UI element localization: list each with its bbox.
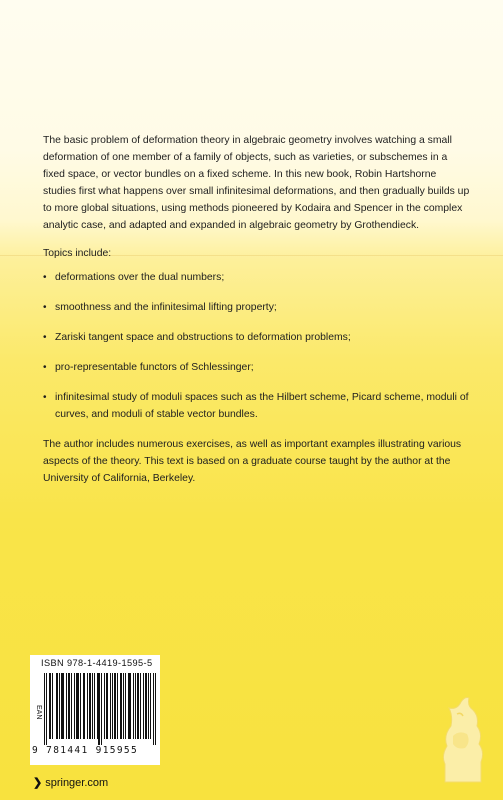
- barcode-bar: [66, 673, 67, 739]
- barcode-bar: [76, 673, 77, 739]
- website-link[interactable]: springer.com: [45, 776, 109, 789]
- barcode-bar: [77, 673, 78, 739]
- barcode-bar: [137, 673, 138, 739]
- barcode-bar: [92, 673, 93, 739]
- barcode-bar: [143, 673, 144, 739]
- bullet-icon: •: [43, 362, 47, 373]
- chevron-right-icon: ❯: [33, 777, 43, 789]
- barcode-bar: [56, 673, 57, 739]
- barcode-bar: [71, 673, 72, 739]
- barcode-bar: [106, 673, 107, 739]
- barcode-bar: [115, 673, 116, 739]
- topic-text: deformations over the dual numbers;: [55, 272, 225, 283]
- barcode-bar: [44, 673, 45, 745]
- barcode-bar: [130, 673, 131, 739]
- barcode-bar: [57, 673, 58, 739]
- isbn-text: ISBN 978-1-4419-1595-5: [41, 658, 153, 668]
- barcode-bar: [98, 673, 99, 745]
- springer-knight-icon: [427, 686, 489, 786]
- barcode-bar: [68, 673, 69, 739]
- bullet-icon: •: [43, 392, 47, 403]
- barcode-bar: [80, 673, 81, 739]
- barcode-bar: [90, 673, 91, 739]
- barcode-bar: [78, 673, 79, 739]
- barcode-bar: [89, 673, 90, 739]
- barcode-bar: [155, 673, 156, 745]
- barcode-bar: [114, 673, 115, 739]
- barcode-bar: [129, 673, 130, 739]
- closing-paragraph: The author includes numerous exercises, as well as important examples illustrating various aspects of the theory. This text is based on a graduate course taught by the author at the University of California, Berkeley.: [43, 439, 462, 484]
- barcode-bar: [69, 673, 70, 739]
- barcode-bar: [128, 673, 129, 739]
- topic-text: Zariski tangent space and obstructions to deformation problems;: [55, 332, 351, 343]
- barcode-bar: [107, 673, 108, 739]
- bullet-icon: •: [43, 302, 47, 313]
- barcode-bar: [97, 673, 98, 739]
- barcode-bar: [146, 673, 147, 739]
- list-item: [43, 359, 471, 376]
- barcode-bar: [135, 673, 136, 739]
- barcode-bar: [84, 673, 85, 739]
- barcode-bar: [123, 673, 124, 739]
- list-item: [43, 269, 471, 286]
- barcode-panel: [30, 655, 160, 765]
- publisher-website[interactable]: [33, 776, 108, 789]
- barcode-bar: [50, 673, 51, 739]
- bullet-icon: •: [43, 332, 47, 343]
- list-item: [43, 329, 471, 346]
- topic-text: pro-representable functors of Schlessinger;: [55, 362, 254, 373]
- intro-paragraph: The basic problem of deformation theory in algebraic geometry involves watching a small deformation of one member of a family of objects, such as varieties, or subschemes in a fixed space, or vector bundles on a fixed scheme. In this new book, Robin Hartshorne studies first what happens over small infinitesimal deformations, and then gradually builds up to more global situations, using methods pioneered by Kodaira and Spencer in the complex analytic case, and adapted and expanded in algebraic geometry by Grothendieck.: [43, 135, 470, 231]
- topic-text: smoothness and the infinitesimal lifting property;: [55, 302, 277, 313]
- barcode-bar: [133, 673, 134, 739]
- barcode-bar: [49, 673, 50, 739]
- back-cover-text: [43, 132, 471, 487]
- barcode-bar: [62, 673, 63, 739]
- barcode-bar: [104, 673, 105, 739]
- barcode-bar: [101, 673, 102, 745]
- barcode-bar: [46, 673, 47, 745]
- list-item: [43, 299, 471, 316]
- barcode-bar: [145, 673, 146, 739]
- barcode-bar: [125, 673, 126, 739]
- barcode-bar: [112, 673, 113, 739]
- barcode-bar: [121, 673, 122, 739]
- topics-list: [43, 269, 471, 423]
- barcode-bar: [153, 673, 154, 745]
- barcode-bar: [87, 673, 88, 739]
- barcode-bar: [120, 673, 121, 739]
- topic-text: infinitesimal study of moduli spaces such as the Hilbert scheme, Picard scheme, moduli of curves, and moduli of stable vector bundles.: [55, 392, 469, 420]
- barcode-bar: [99, 673, 100, 745]
- barcode-icon: [44, 673, 156, 745]
- barcode-bar: [59, 673, 60, 739]
- barcode-bar: [140, 673, 141, 739]
- barcode-bar: [138, 673, 139, 739]
- list-item: [43, 389, 471, 423]
- barcode-bar: [52, 673, 53, 739]
- topics-heading: Topics include:: [43, 248, 112, 259]
- barcode-bar: [74, 673, 75, 739]
- barcode-bar: [117, 673, 118, 739]
- barcode-bar: [83, 673, 84, 739]
- barcode-bar: [110, 673, 111, 739]
- barcode-bar: [148, 673, 149, 739]
- barcode-bar: [63, 673, 64, 739]
- ean-digits: 9 781441 915955: [32, 745, 139, 756]
- barcode-bar: [61, 673, 62, 739]
- bullet-icon: •: [43, 272, 47, 283]
- barcode-bar: [150, 673, 151, 739]
- ean-label: EAN: [35, 705, 42, 720]
- barcode-bar: [94, 673, 95, 739]
